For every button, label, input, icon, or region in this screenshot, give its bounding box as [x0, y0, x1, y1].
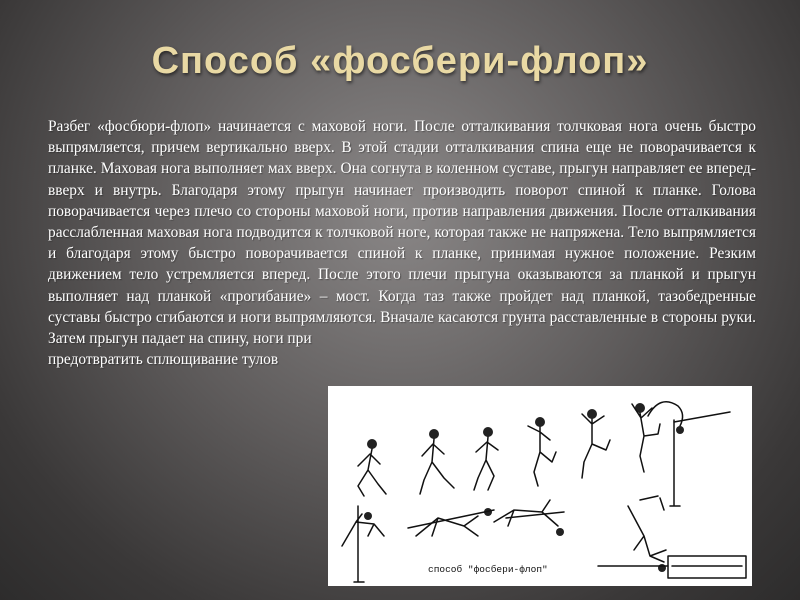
jumper-figure-3: [474, 427, 498, 490]
jumper-figure-2: [420, 429, 454, 494]
slide-title: Способ «фосбери-флоп»: [151, 40, 649, 82]
jumper-figure-10: [628, 496, 666, 572]
paragraph-tail: предотвратить сплющивание тулов: [48, 351, 279, 369]
figure-caption: способ "фосбери-флоп": [428, 564, 548, 575]
slide-paragraph: [48, 116, 756, 370]
jumper-figure-7: [342, 506, 384, 582]
paragraph-text: Разбег «фосбюри-флоп» начинается с маховой ноги. После отталкивания толчковая нога очень быстро выпрямляется, причем вертикально вверх. В этой стадии отталкивания спина еще не поворачивается к планке. Маховая нога выполняет мах вверх. Она согнута в коленном суставе, прыгун направляет ее вперед-вверх и внутрь. Благодаря этому прыгун начинает производить поворот спиной к планке. Голова поворачивается через плечо со стороны маховой ноги, против направления движения. После отталкивания расслабленная маховая нога подводится к толчковой ноге, которая также не напряжена. Тело выпрямляется и благодаря этому быстро поворачивается спиной к планке, принимая нужное положение. Резким движением тело устремляется вперед. После этого плечи прыгуна оказываются за планкой и прыгун выполняет над планкой «прогибание» – мост. Когда таз также пройдет над планкой, тазобедренные суставы быстро сгибаются и ноги выпрямляются. Вначале касаются грунта расставленные в стороны руки. Затем прыгун падает на спину, ноги при: [48, 118, 756, 348]
jumper-figure-1: [358, 439, 386, 496]
jumper-figure-8: [408, 508, 494, 536]
jumper-figure-5: [582, 409, 610, 478]
high-jump-bar: [648, 402, 730, 506]
jumper-sequence-drawing: [328, 386, 752, 586]
fosbury-flop-illustration: [328, 386, 752, 586]
jumper-figure-4: [528, 417, 556, 486]
jumper-figure-9: [494, 500, 564, 536]
jumper-figure-6: [632, 403, 660, 472]
landing-mat: [668, 556, 746, 578]
